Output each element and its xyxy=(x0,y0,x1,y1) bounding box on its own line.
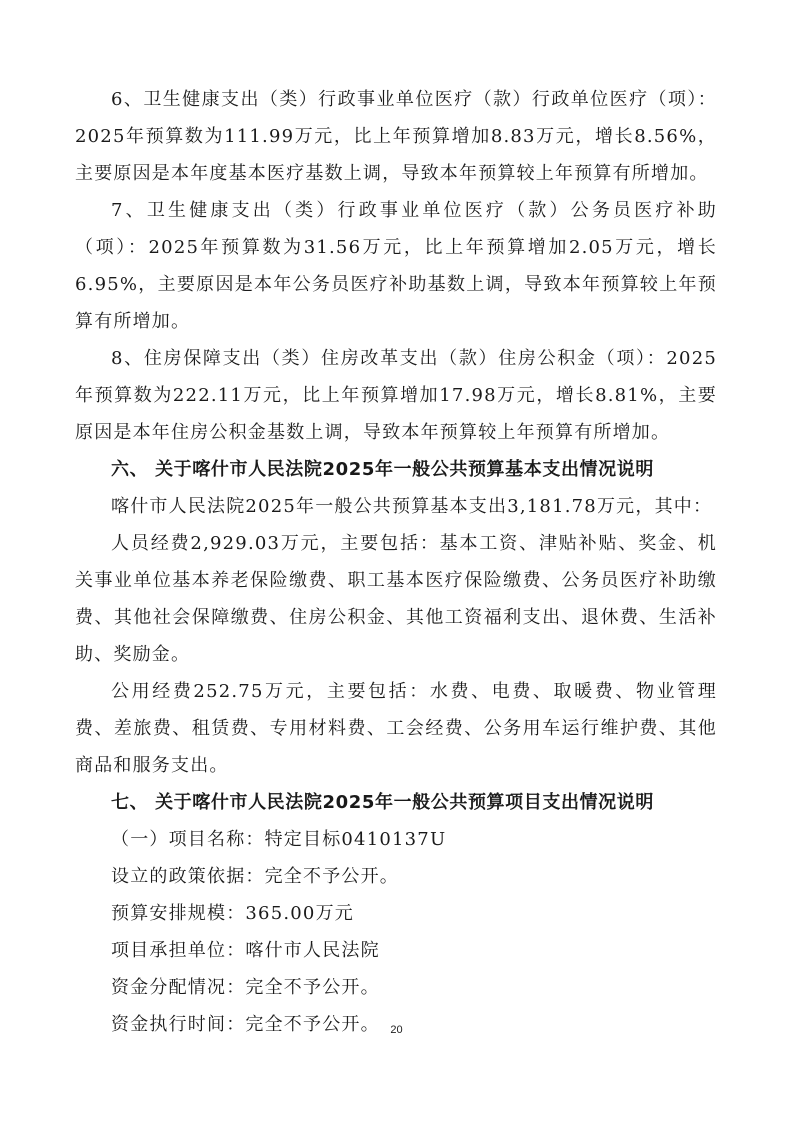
page-content xyxy=(75,81,717,1043)
public-expenses-paragraph: 公用经费252.75万元，主要包括：水费、电费、取暖费、物业管理费、差旅费、租赁费、专用材料费、工会经费、公务用车运行维护费、其他商品和服务支出。 xyxy=(75,681,717,776)
personnel-expenses-paragraph: 人员经费2,929.03万元，主要包括：基本工资、津贴补贴、奖金、机关事业单位基本养老保险缴费、职工基本医疗保险缴费、公务员医疗补助缴费、其他社会保障缴费、住房公积金、其他工资福利支出、退休费、生活补助、奖励金。 xyxy=(75,533,717,665)
project-unit-line: 项目承担单位：喀什市人民法院 xyxy=(111,940,380,961)
section-6-intro: 喀什市人民法院2025年一般公共预算基本支出3,181.78万元，其中： xyxy=(111,496,713,517)
paragraph-item-8: 8、住房保障支出（类）住房改革支出（款）住房公积金（项）：2025年预算数为222.11万元，比上年预算增加17.98万元，增长8.81%，主要原因是本年住房公积金基数上调，导致本年预算较上年预算有所增加。 xyxy=(75,348,717,443)
execution-time-line: 资金执行时间：完全不予公开。 xyxy=(111,1014,380,1035)
page-number: 20 xyxy=(390,1024,403,1036)
policy-basis-line: 设立的政策依据：完全不予公开。 xyxy=(111,866,399,887)
fund-allocation-line: 资金分配情况：完全不予公开。 xyxy=(111,977,380,998)
budget-scale-line: 预算安排规模：365.00万元 xyxy=(111,903,354,924)
section-6-heading: 六、 关于喀什市人民法院2025年一般公共预算基本支出情况说明 xyxy=(111,459,654,480)
paragraph-item-6: 6、卫生健康支出（类）行政事业单位医疗（款）行政单位医疗（项）：2025年预算数为111.99万元，比上年预算增加8.83万元，增长8.56%，主要原因是本年度基本医疗基数上调，导致本年预算较上年预算有所增加。 xyxy=(75,89,717,184)
paragraph-item-7: 7、卫生健康支出（类）行政事业单位医疗（款）公务员医疗补助（项）：2025年预算数为31.56万元，比上年预算增加2.05万元，增长6.95%，主要原因是本年公务员医疗补助基数上调，导致本年预算较上年预算有所增加。 xyxy=(75,200,717,332)
section-7-heading: 七、 关于喀什市人民法院2025年一般公共预算项目支出情况说明 xyxy=(111,792,654,813)
project-name-line: （一）项目名称：特定目标0410137U xyxy=(111,829,447,850)
